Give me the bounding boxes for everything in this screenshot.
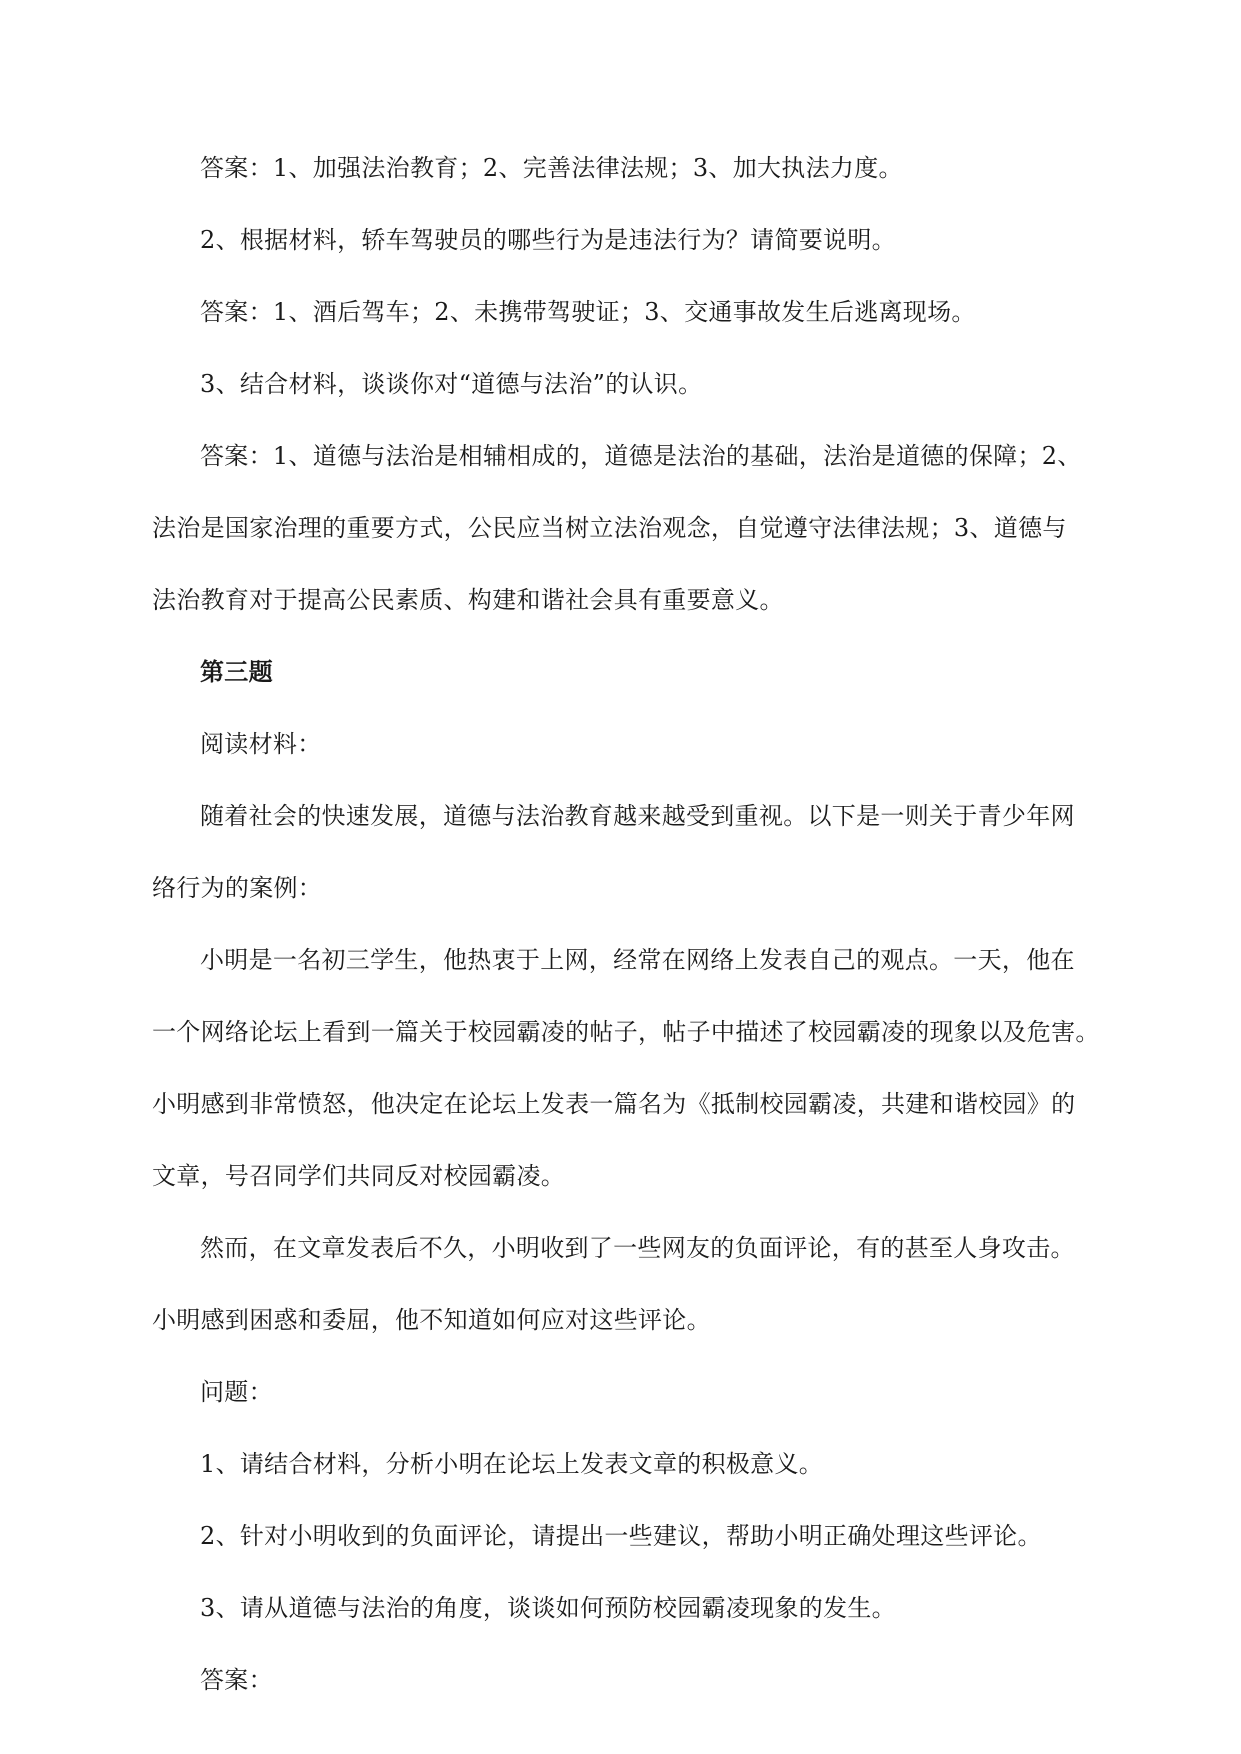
text-line: 2、根据材料，轿车驾驶员的哪些行为是违法行为？请简要说明。 [200,226,896,254]
paragraph [152,428,1097,628]
text-line: 文章，号召同学们共同反对校园霸凌。 [152,1162,566,1190]
text-line: 3、请从道德与法治的角度，谈谈如何预防校园霸凌现象的发生。 [200,1594,896,1622]
text-line: 问题： [200,1378,273,1406]
text-line: 阅读材料： [200,730,322,758]
text-line: 答案：1、加强法治教育；2、完善法律法规；3、加大执法力度。 [200,154,903,182]
question-item [152,1508,1097,1564]
text-line: 小明感到困惑和委屈，他不知道如何应对这些评论。 [152,1306,711,1334]
text-line: 小明感到非常愤怒，他决定在论坛上发表一篇名为《抵制校园霸凌，共建和谐校园》的 [152,1090,1076,1118]
question-item [152,1436,1097,1492]
text-line: 一个网络论坛上看到一篇关于校园霸凌的帖子，帖子中描述了校园霸凌的现象以及危害。 [152,1018,1100,1046]
paragraph [152,1364,1097,1420]
paragraph [152,932,1100,1204]
text-line: 然而，在文章发表后不久，小明收到了一些网友的负面评论，有的甚至人身攻击。 [200,1234,1075,1262]
paragraph [152,356,1097,412]
text-line: 随着社会的快速发展，道德与法治教育越来越受到重视。以下是一则关于青少年网 [200,802,1075,830]
text-line: 法治是国家治理的重要方式，公民应当树立法治观念，自觉遵守法律法规；3、道德与 [152,514,1067,542]
paragraph [152,140,1097,196]
paragraph [152,284,1097,340]
paragraph [152,1220,1097,1348]
paragraph [152,1652,1097,1708]
text-line: 3、结合材料，谈谈你对“道德与法治”的认识。 [200,370,703,398]
section-title: 第三题 [200,657,273,686]
question-item [152,1580,1097,1636]
answer-label: 答案： [200,1666,273,1694]
paragraph [152,212,1097,268]
text-line: 2、针对小明收到的负面评论，请提出一些建议，帮助小明正确处理这些评论。 [200,1522,1042,1550]
paragraph [152,788,1097,916]
text-line: 络行为的案例： [152,874,323,902]
text-line: 1、请结合材料，分析小明在论坛上发表文章的积极意义。 [200,1450,824,1478]
document-body [152,140,1100,1724]
text-line: 法治教育对于提高公民素质、构建和谐社会具有重要意义。 [152,586,784,614]
text-line: 小明是一名初三学生，他热衷于上网，经常在网络上发表自己的观点。一天，他在 [200,946,1075,974]
text-line: 答案：1、道德与法治是相辅相成的，道德是法治的基础，法治是道德的保障；2、 [200,442,1082,470]
section-heading [152,644,1097,700]
paragraph [152,716,1097,772]
text-line: 答案：1、酒后驾车；2、未携带驾驶证；3、交通事故发生后逃离现场。 [200,298,976,326]
